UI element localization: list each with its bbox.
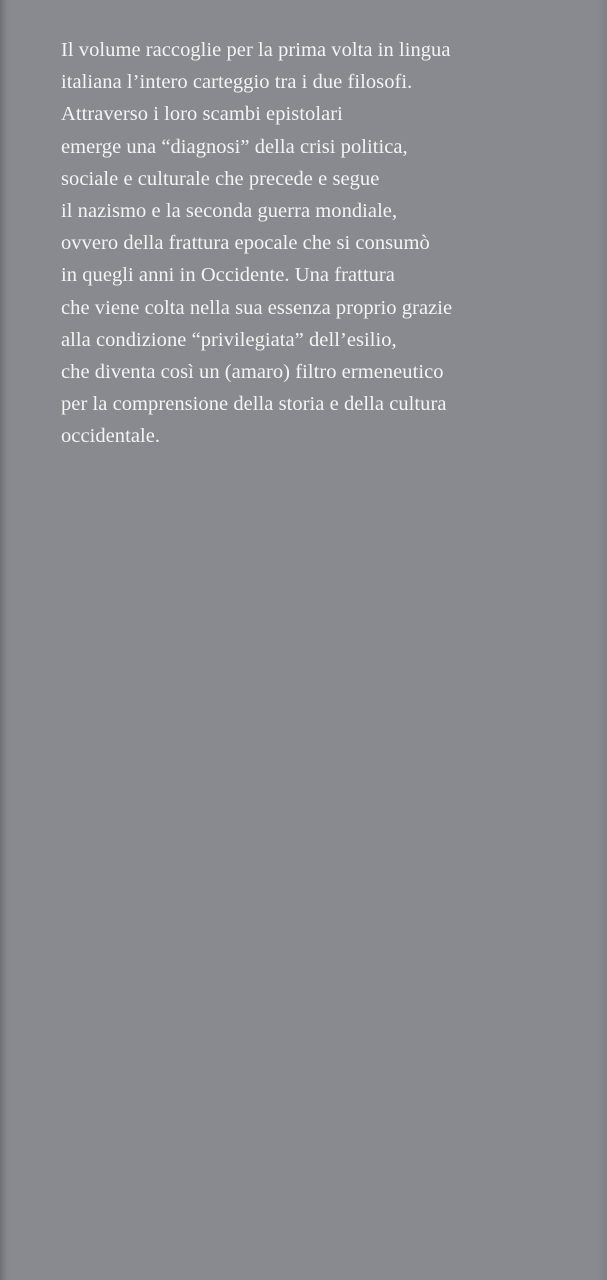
blurb-line: il nazismo e la seconda guerra mondiale,: [61, 200, 398, 223]
blurb-line: che viene colta nella sua essenza proprio grazie: [61, 296, 453, 319]
blurb-line: sociale e culturale che precede e segue: [61, 167, 380, 190]
blurb-line: emerge una “diagnosi” della crisi politica,: [61, 135, 408, 158]
blurb-line: ovvero della frattura epocale che si consumò: [61, 232, 430, 255]
blurb-line: italiana l’intero carteggio tra i due filosofi.: [61, 71, 413, 94]
blurb-line: Attraverso i loro scambi epistolari: [61, 103, 343, 126]
blurb-line: Il volume raccoglie per la prima volta in lingua: [61, 39, 451, 61]
blurb-line: alla condizione “privilegiata” dell’esilio,: [61, 328, 397, 351]
blurb-line: occidentale.: [61, 425, 161, 448]
blurb-line: in quegli anni in Occidente. Una frattura: [61, 264, 395, 287]
blurb-line: che diventa così un (amaro) filtro ermeneutico: [61, 361, 444, 384]
blurb-line: per la comprensione della storia e della cultura: [61, 393, 447, 416]
spine-fold-shadow: [0, 0, 6, 1280]
back-cover-blurb: [61, 34, 591, 453]
